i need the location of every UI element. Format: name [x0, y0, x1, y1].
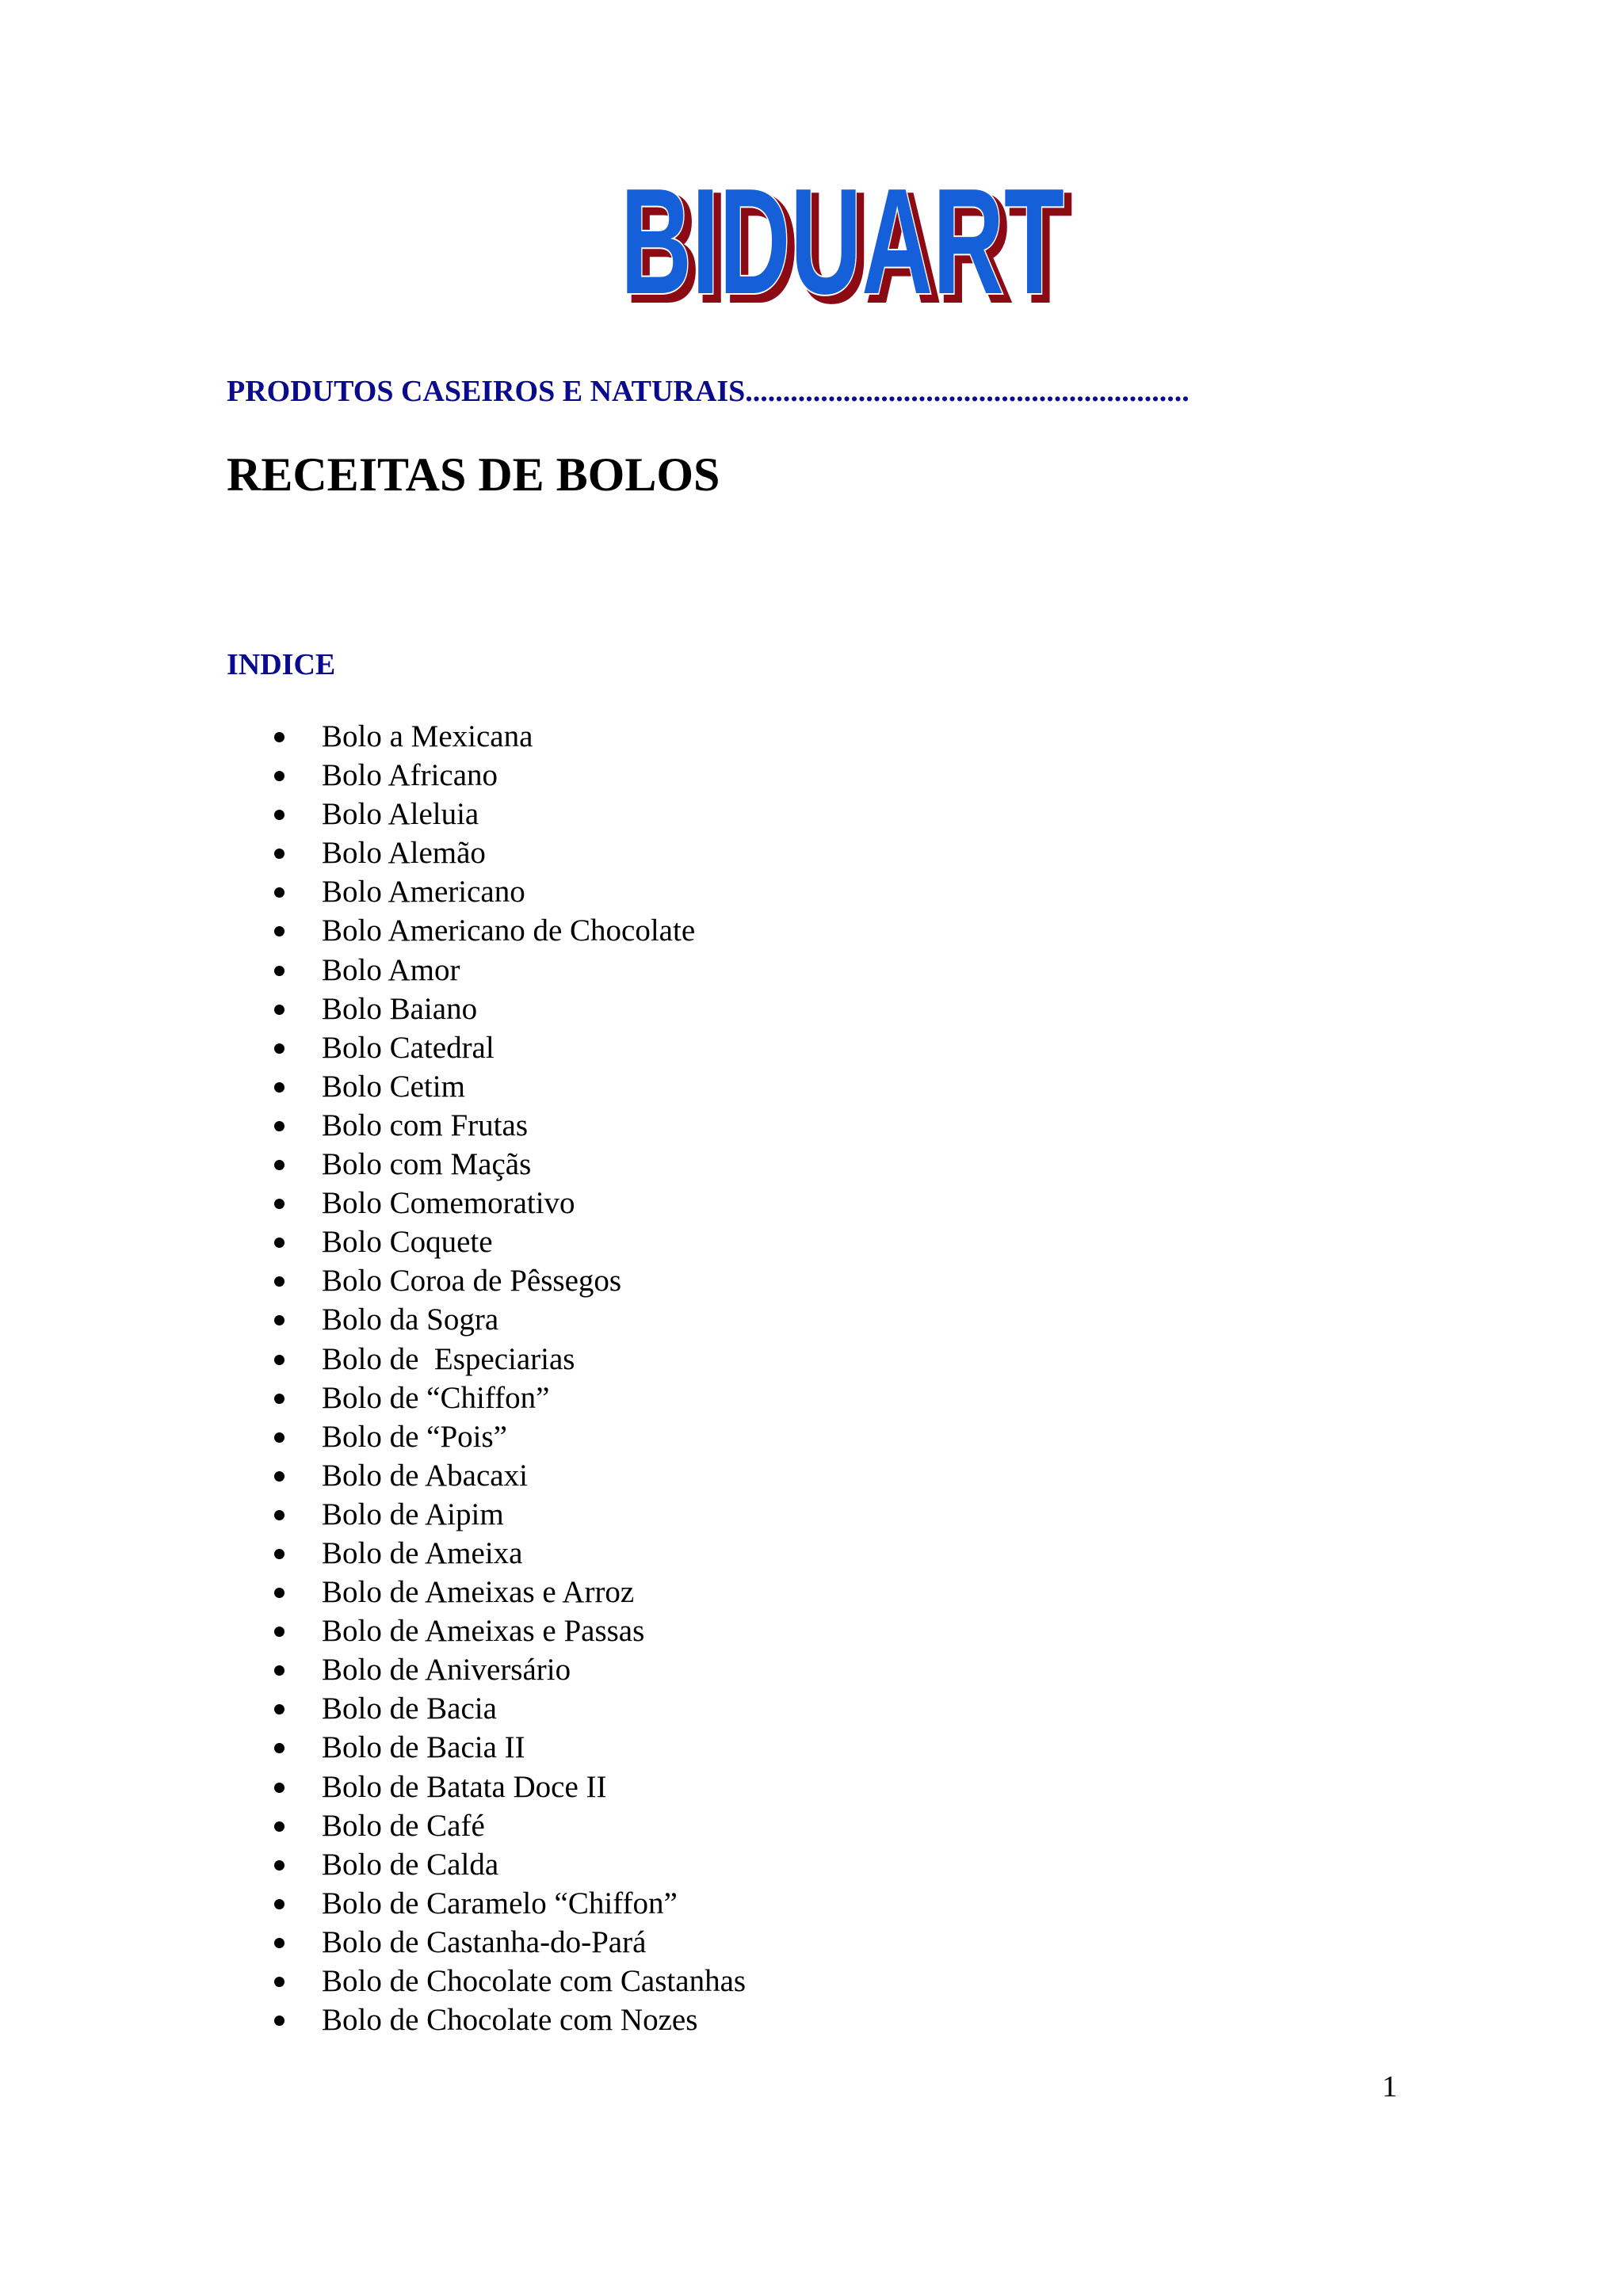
list-item — [227, 872, 746, 911]
list-item — [227, 1728, 746, 1767]
bullet-icon — [274, 1121, 285, 1131]
list-item-label: Bolo de Chocolate com Castanhas — [322, 1964, 747, 1998]
bullet-icon — [274, 849, 285, 859]
list-item — [227, 1067, 746, 1106]
bullet-icon — [274, 1510, 285, 1520]
list-item-label: Bolo com Maçãs — [322, 1147, 532, 1182]
bullet-icon — [274, 1743, 285, 1753]
list-item — [227, 833, 746, 872]
page-title: RECEITAS DE BOLOS — [227, 448, 720, 501]
bullet-icon — [274, 1704, 285, 1714]
list-item — [227, 1768, 746, 1806]
list-item-label: Bolo Comemorativo — [322, 1186, 575, 1221]
list-item-label: Bolo de Especiarias — [322, 1341, 575, 1376]
list-item-label: Bolo da Sogra — [322, 1302, 499, 1337]
list-item — [227, 1573, 746, 1611]
list-item — [227, 951, 746, 990]
bullet-icon — [274, 1549, 285, 1559]
list-item — [227, 1222, 746, 1261]
list-item-label: Bolo Baiano — [322, 991, 478, 1026]
bullet-icon — [274, 926, 285, 936]
list-item-label: Bolo Cetim — [322, 1069, 465, 1104]
list-item — [227, 1650, 746, 1689]
index-list — [227, 717, 746, 2039]
list-item — [227, 2000, 746, 2039]
biduart-logo — [610, 151, 1086, 317]
bullet-icon — [274, 1471, 285, 1482]
list-item — [227, 1340, 746, 1379]
list-item-label: Bolo de Aniversário — [322, 1653, 571, 1688]
bullet-icon — [274, 1977, 285, 1987]
list-item-label: Bolo Americano — [322, 875, 525, 910]
list-item — [227, 1534, 746, 1573]
bullet-icon — [274, 810, 285, 820]
list-item-label: Bolo de Ameixa — [322, 1535, 523, 1570]
list-item-label: Bolo com Frutas — [322, 1108, 528, 1142]
bullet-icon — [274, 1005, 285, 1015]
list-item-label: Bolo Aleluia — [322, 797, 479, 832]
bullet-icon — [274, 732, 285, 742]
list-item-label: Bolo de Castanha-do-Pará — [322, 1924, 647, 1959]
bullet-icon — [274, 1160, 285, 1170]
list-item-label: Bolo Coquete — [322, 1225, 493, 1260]
list-item — [227, 1028, 746, 1067]
list-item-label: Bolo Africano — [322, 758, 498, 793]
bullet-icon — [274, 771, 285, 781]
list-item — [227, 1689, 746, 1728]
list-item — [227, 1845, 746, 1884]
list-item-label: Bolo Alemão — [322, 836, 486, 871]
list-item-label: Bolo de Calda — [322, 1847, 499, 1882]
bullet-icon — [274, 1665, 285, 1676]
bullet-icon — [274, 966, 285, 976]
list-item — [227, 1456, 746, 1495]
list-item — [227, 1884, 746, 1923]
bullet-icon — [274, 1588, 285, 1598]
bullet-icon — [274, 1783, 285, 1793]
list-item — [227, 990, 746, 1028]
list-item — [227, 1611, 746, 1650]
list-item-label: Bolo de Caramelo “Chiffon” — [322, 1886, 678, 1920]
bullet-icon — [274, 1043, 285, 1054]
list-item-label: Bolo de Chocolate com Nozes — [322, 2003, 698, 2038]
list-item-label: Bolo de Bacia — [322, 1691, 497, 1726]
bullet-icon — [274, 1821, 285, 1832]
list-item — [227, 1417, 746, 1456]
list-item — [227, 756, 746, 795]
bullet-icon — [274, 1199, 285, 1209]
list-item — [227, 1962, 746, 2000]
bullet-icon — [274, 1082, 285, 1093]
list-item-label: Bolo de Abacaxi — [322, 1458, 528, 1493]
list-item — [227, 1495, 746, 1534]
list-item-label: Bolo de Bacia II — [322, 1730, 525, 1765]
list-item-label: Bolo Catedral — [322, 1030, 495, 1065]
list-item — [227, 1806, 746, 1845]
list-item-label: Bolo a Mexicana — [322, 719, 533, 753]
bullet-icon — [274, 1355, 285, 1365]
list-item — [227, 1106, 746, 1145]
list-item-label: Bolo Amor — [322, 952, 460, 987]
logo-shadow-text: BIDUART — [627, 164, 1071, 317]
list-item-label: Bolo de Café — [322, 1808, 485, 1843]
list-item — [227, 1300, 746, 1339]
bullet-icon — [274, 887, 285, 898]
list-item-label: Bolo de “Chiffon” — [322, 1380, 550, 1415]
logo-front-text: BIDUART — [621, 158, 1064, 317]
bullet-icon — [274, 1938, 285, 1948]
list-item-label: Bolo de Aipim — [322, 1497, 504, 1531]
subtitle: PRODUTOS CASEIROS E NATURAIS........................................................... — [227, 375, 1190, 408]
index-heading: INDICE — [227, 648, 336, 681]
bullet-icon — [274, 1899, 285, 1909]
list-item-label: Bolo de Batata Doce II — [322, 1769, 607, 1804]
list-item — [227, 1379, 746, 1417]
list-item — [227, 911, 746, 950]
list-item-label: Bolo de Ameixas e Passas — [322, 1614, 645, 1649]
bullet-icon — [274, 1860, 285, 1871]
list-item-label: Bolo Coroa de Pêssegos — [322, 1264, 622, 1299]
list-item — [227, 1145, 746, 1184]
bullet-icon — [274, 1627, 285, 1637]
list-item — [227, 717, 746, 756]
bullet-icon — [274, 1394, 285, 1404]
bullet-icon — [274, 1238, 285, 1248]
list-item-label: Bolo de Ameixas e Arroz — [322, 1575, 635, 1610]
list-item-label: Bolo de “Pois” — [322, 1419, 507, 1454]
bullet-icon — [274, 1276, 285, 1287]
bullet-icon — [274, 2016, 285, 2026]
list-item — [227, 1184, 746, 1222]
bullet-icon — [274, 1432, 285, 1443]
list-item — [227, 1261, 746, 1300]
list-item-label: Bolo Americano de Chocolate — [322, 913, 696, 948]
list-item — [227, 795, 746, 833]
list-item — [227, 1923, 746, 1962]
bullet-icon — [274, 1315, 285, 1325]
page-number: 1 — [1382, 2070, 1397, 2103]
